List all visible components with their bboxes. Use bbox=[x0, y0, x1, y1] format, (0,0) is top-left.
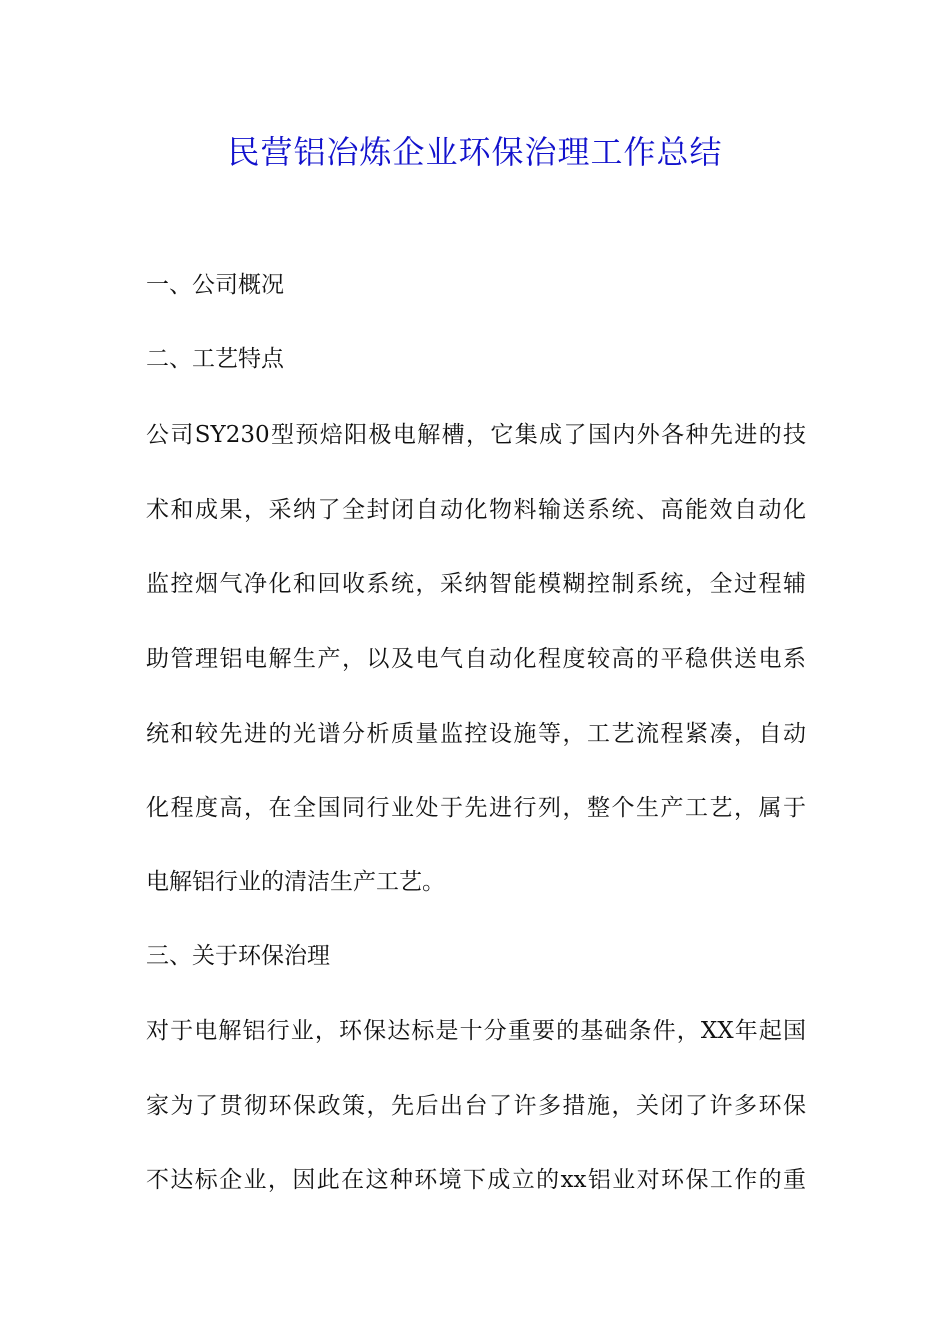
document-title: 民营铝冶炼企业环保治理工作总结 bbox=[227, 133, 723, 171]
section-heading-environmental: 三、关于环保治理 bbox=[146, 943, 330, 969]
section-heading-overview: 一、公司概况 bbox=[146, 272, 284, 298]
paragraph-line: 电解铝行业的清洁生产工艺。 bbox=[146, 869, 445, 895]
paragraph-line: 助管理铝电解生产，以及电气自动化程度较高的平稳供送电系 bbox=[146, 646, 806, 672]
section-heading-process: 二、工艺特点 bbox=[146, 346, 284, 372]
paragraph-line: 监控烟气净化和回收系统，采纳智能模糊控制系统，全过程辅 bbox=[146, 571, 806, 597]
paragraph-line: 化程度高，在全国同行业处于先进行列，整个生产工艺，属于 bbox=[146, 795, 806, 821]
paragraph-line: 不达标企业，因此在这种环境下成立的xx铝业对环保工作的重 bbox=[146, 1167, 806, 1193]
paragraph-line: 统和较先进的光谱分析质量监控设施等，工艺流程紧凑，自动 bbox=[146, 721, 806, 747]
paragraph-line: 术和成果，采纳了全封闭自动化物料输送系统、高能效自动化 bbox=[146, 497, 806, 523]
paragraph-line: 对于电解铝行业，环保达标是十分重要的基础条件，XX年起国 bbox=[146, 1018, 806, 1044]
paragraph-line: 公司SY230型预焙阳极电解槽，它集成了国内外各种先进的技 bbox=[146, 422, 806, 448]
paragraph-line: 家为了贯彻环保政策，先后出台了许多措施，关闭了许多环保 bbox=[146, 1093, 806, 1119]
